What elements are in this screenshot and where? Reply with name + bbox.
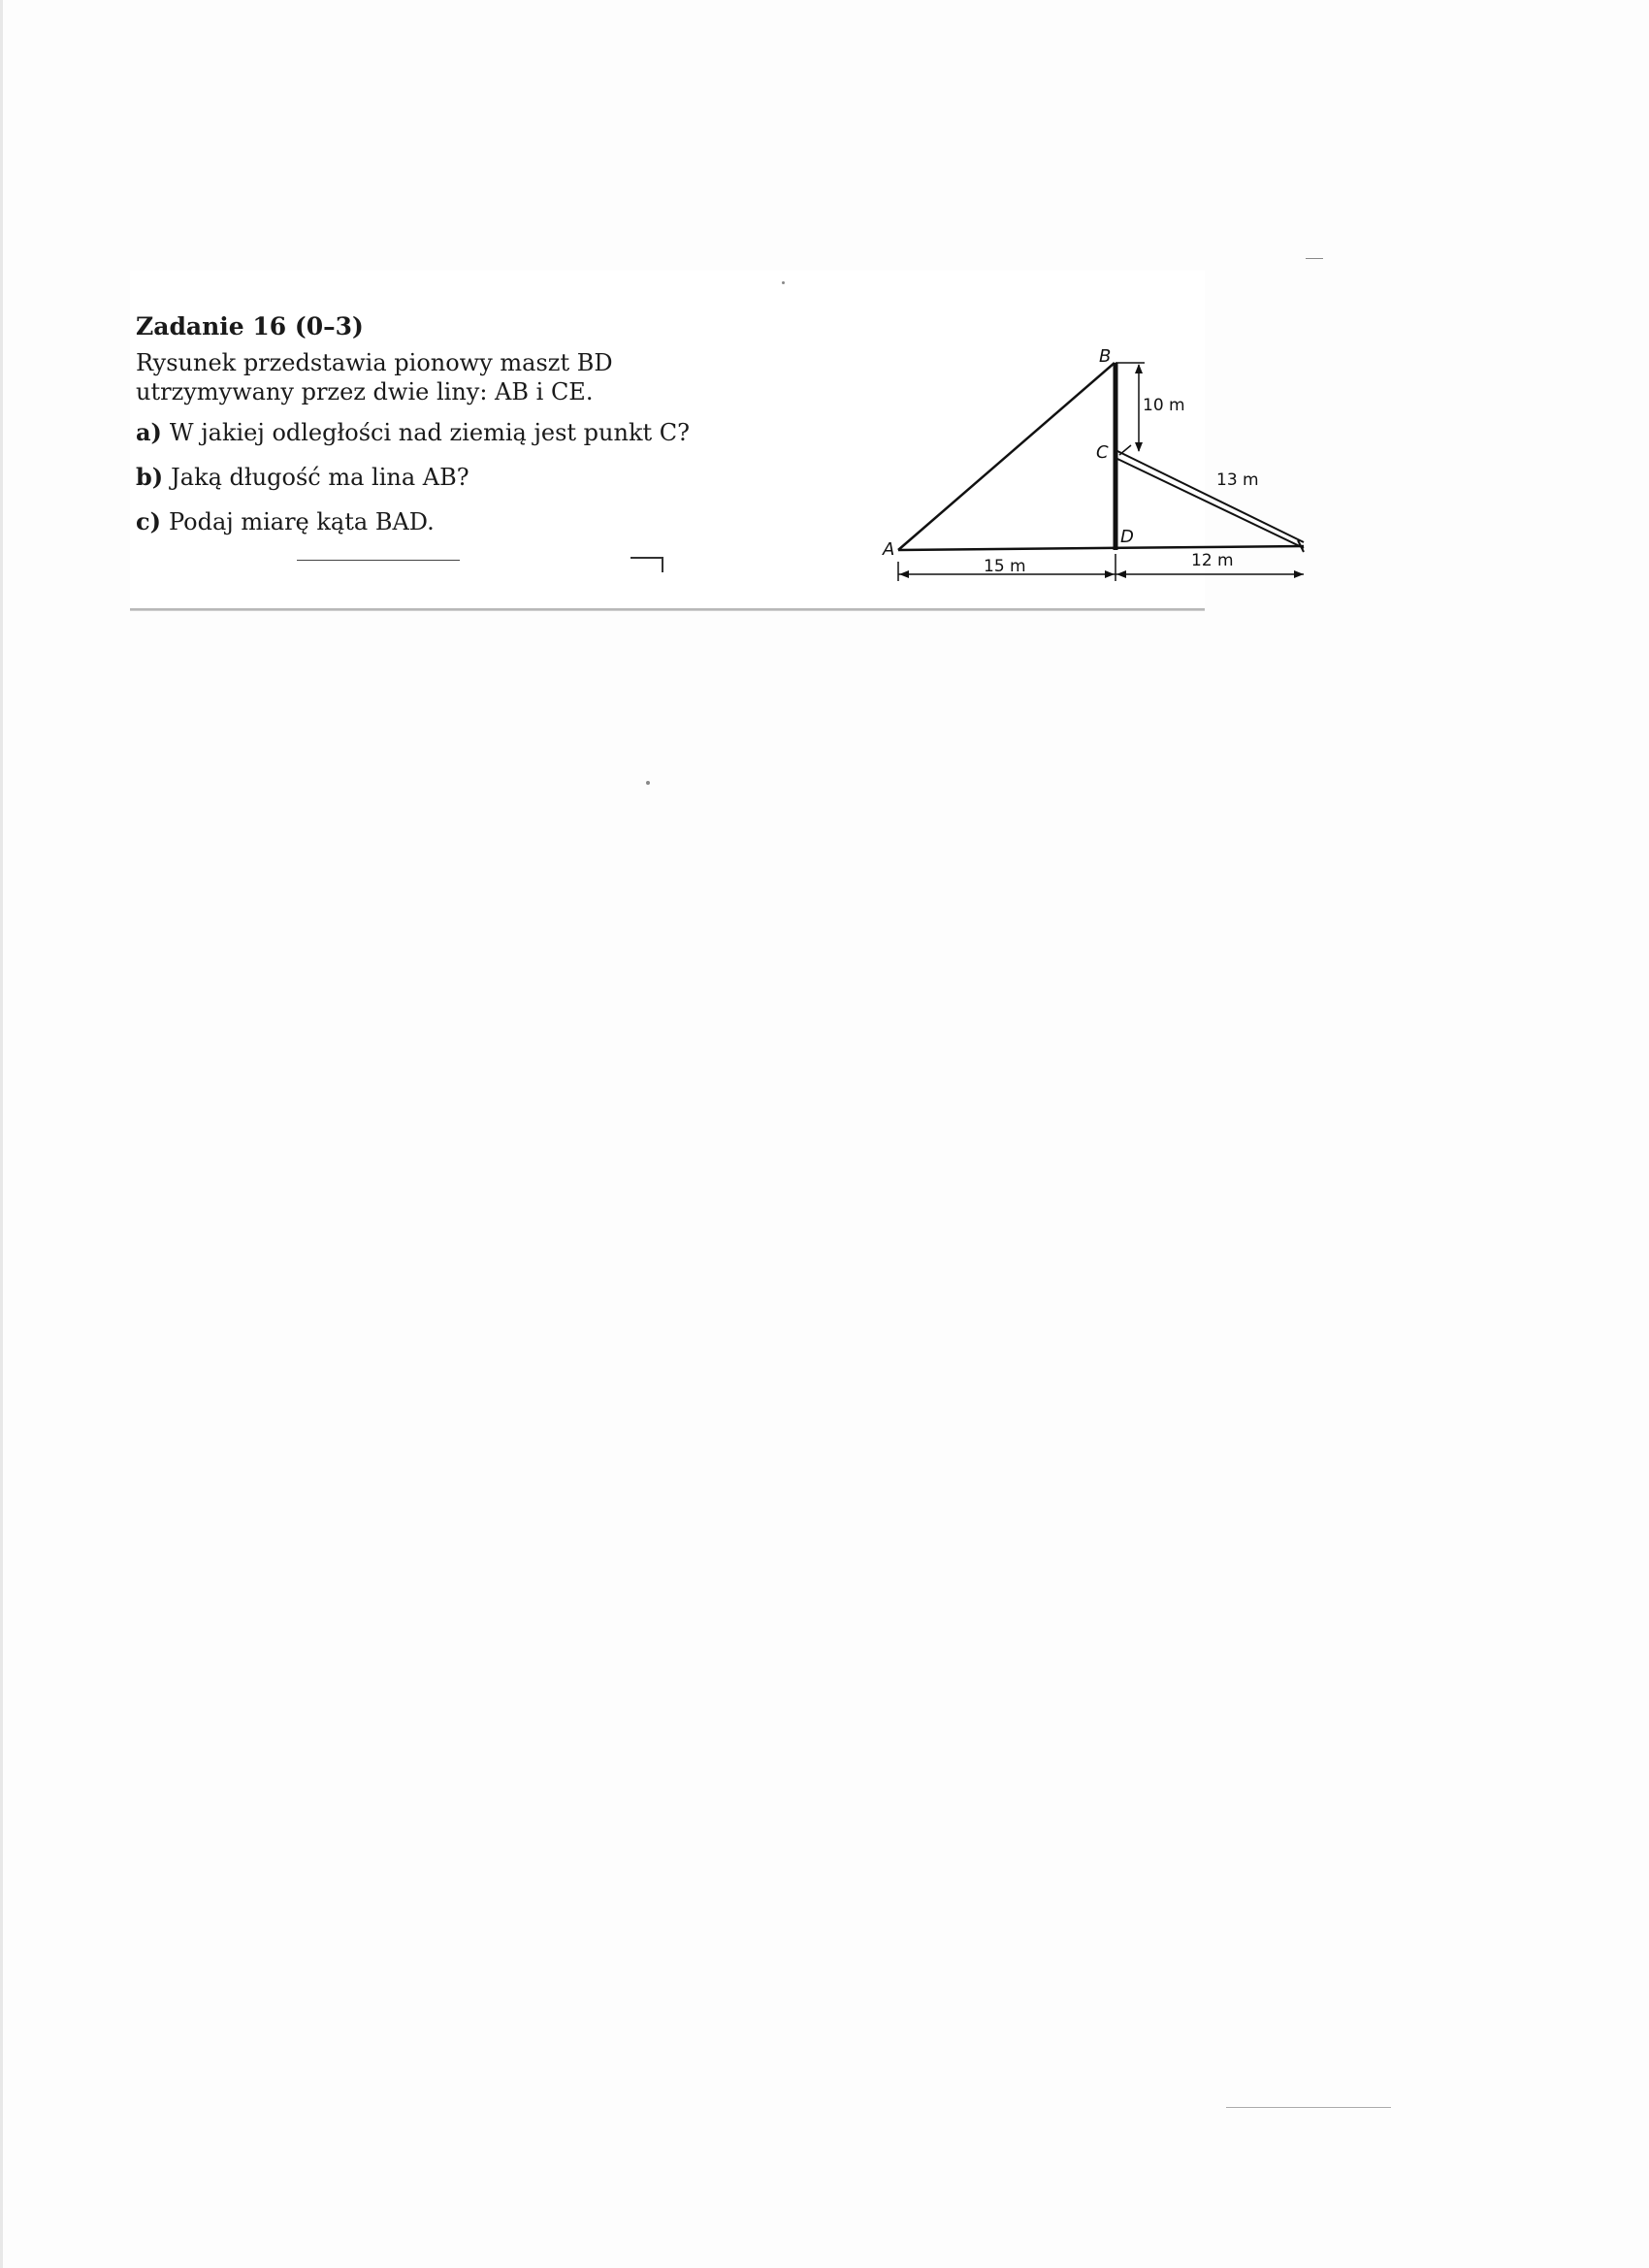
de-arrow-left — [1116, 570, 1126, 578]
point-c-label: C — [1096, 442, 1109, 463]
scan-edge — [0, 0, 3, 2268]
question-c-letter: c) — [136, 507, 161, 535]
bc-arrow-top — [1135, 364, 1143, 373]
de-arrow-right — [1294, 570, 1304, 578]
mast-diagram — [741, 271, 1259, 600]
question-c-text: Podaj miarę kąta BAD. — [168, 508, 435, 535]
ground-line — [898, 546, 1304, 550]
scan-line — [1226, 2107, 1391, 2108]
question-b-letter: b) — [136, 463, 164, 491]
task-title: Zadanie 16 (0–3) — [136, 312, 364, 340]
rope-ce — [1117, 451, 1304, 542]
question-b-text: Jaką długość ma lina AB? — [171, 464, 469, 491]
pen-underline — [297, 560, 460, 561]
scan-speck — [1306, 258, 1323, 259]
task-intro-line-1: Rysunek przedstawia pionowy maszt BD — [136, 349, 613, 376]
question-a — [136, 418, 718, 447]
ad-arrow-left — [899, 570, 909, 578]
corner-mark — [630, 557, 663, 572]
question-a-text: W jakiej odległości nad ziemią jest punkt C? — [169, 419, 691, 446]
ad-arrow-right — [1105, 570, 1115, 578]
dimension-ce-label: 13 m — [1216, 470, 1259, 490]
scan-speck — [646, 781, 650, 785]
point-d-label: D — [1120, 527, 1134, 547]
task-card — [130, 271, 1259, 610]
rope-ab — [898, 363, 1115, 550]
task-intro-line-2: utrzymywany przez dwie liny: AB i CE. — [136, 378, 594, 405]
point-a-label: A — [883, 539, 895, 560]
rope-ce-second — [1117, 459, 1304, 548]
dimension-ad-label: 15 m — [984, 557, 1026, 576]
question-b — [136, 463, 718, 492]
dimension-bc-label: 10 m — [1143, 396, 1185, 415]
point-b-label: B — [1099, 346, 1112, 367]
c-pointer — [1119, 445, 1131, 455]
task-intro — [136, 348, 718, 406]
dimension-de-label: 12 m — [1191, 551, 1234, 570]
question-c — [136, 507, 718, 536]
question-a-letter: a) — [136, 418, 162, 446]
scan-speck — [782, 281, 785, 284]
mast-figure — [741, 271, 1259, 600]
bc-arrow-bottom — [1135, 442, 1143, 452]
task-text-block — [136, 311, 718, 552]
